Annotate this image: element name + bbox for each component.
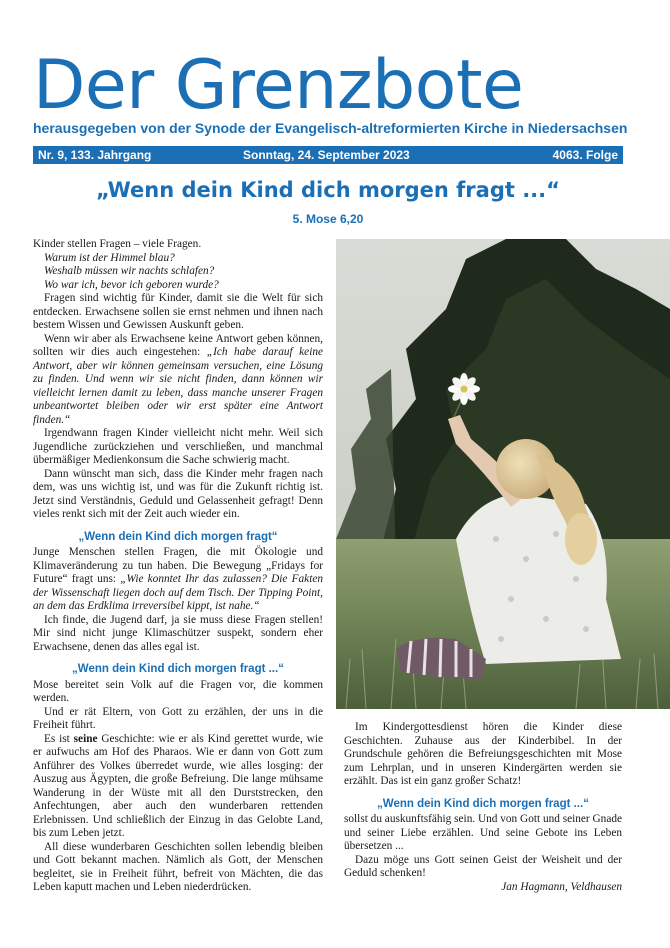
issue-bar [33, 146, 623, 164]
paragraph: Dann wünscht man sich, dass die Kinder mehr fragen nach dem, was uns wichtig ist, und was für die Zukunft richtig ist. Jetzt sind Verständnis, Geduld und Gelassenheit gefragt! Denn vieles renkt sich mit der Zeit auch wieder ein. [33, 467, 323, 520]
paragraph: Ich finde, die Jugend darf, ja sie muss diese Fragen stellen! Mir sind nicht junge Klimaschützer suspekt, sondern eher Erwachsene, denen das alles egal ist. [33, 613, 323, 653]
signature-row [344, 881, 622, 895]
question-3: Wo war ich, bevor ich geboren wurde? [44, 278, 219, 291]
quoted-answer: „Ich habe darauf keine Antwort, aber wir können gemeinsam versuchen, eine Lösung zu finden. Und wenn wir sie nicht finden, dann können wir vielleicht lernen damit zu leben, dass manche unserer Fragen unbeantwortet bleiben oder wir erst später eine Antwort finden.“ [33, 346, 323, 426]
paragraph-text: Es ist [44, 732, 74, 745]
question-2: Weshalb müssen wir nachts schlafen? [44, 265, 215, 277]
paragraph: sollst du auskunftsfähig sein. Und von Gott und seiner Gnade und seiner Liebe erzählen. Und seine Gebote ins Leben übersetzen ... [344, 813, 622, 852]
paragraph: Dazu möge uns Gott seinen Geist der Weisheit und der Geduld schenken! [344, 853, 622, 879]
paragraph-text: Geschichte: wie er als Kind gerettet wurde, wie er aufwuchs am Hof des Pharaos. Wie er dann von Gott zum Anführer des Volkes überredet wurde, wie alles losging: der Auszug aus Ägypten, die große Befreiung. Die lange mühsame Wanderung in der Wüste mit all den Durststrecken, den Anfechtungen, aber auch den wunderbaren rettenden Erlebnissen. Und schließlich der Einzug in das Gelobte Land, bis zum Leben jetzt. [33, 732, 323, 839]
bible-reference: 5. Mose 6,20 [292, 212, 364, 226]
article-photo [336, 239, 670, 709]
masthead-subtitle: herausgegeben von der Synode der Evangelisch-altreformierten Kirche in Niedersachsen [33, 120, 628, 136]
paragraph: Fragen sind wichtig für Kinder, damit sie die Welt für sich entdecken. Erwachsene sollen sie ernst nehmen und ihnen nach bestem Wissen und Gewissen Auskunft geben. [33, 292, 323, 331]
paragraph: Im Kindergottesdienst hören die Kinder diese Geschichten. Zuhause aus der Kinderbibel. In der Grundschule gehören die Befreiungsgeschichten mit Mose zum Lehrplan, und in unseren Kindergärten werden sie erzählt. Das ist ein ganz großer Schatz! [344, 721, 622, 787]
author-signature: Jan Hagmann, Veldhausen [501, 880, 622, 893]
emphasis: seine [73, 732, 98, 745]
section-heading: „Wenn dein Kind dich morgen fragt“ [78, 530, 278, 543]
intro-text: Kinder stellen Fragen – viele Fragen. [33, 238, 202, 250]
paragraph: Mose bereitet sein Volk auf die Fragen vor, die kommen werden. [33, 678, 323, 704]
paragraph [33, 333, 323, 428]
question-1: Warum ist der Himmel blau? [44, 251, 175, 264]
quoted-question: „Wie konntet Ihr das zulassen? Die Fakten der Wissenschaft liegen doch auf dem Tisch. Der Tipping Point, an dem das Erdklima irreversibel kippt, ist nahe.“ [33, 573, 323, 612]
paragraph: Und er rät Eltern, von Gott zu erzählen, der uns in die Freiheit führt. [33, 705, 323, 731]
issue-sequence: 4063. Folge [552, 148, 618, 162]
section-heading: „Wenn dein Kind dich morgen fragt ...“ [72, 663, 284, 675]
paragraph-text: Wenn wir aber als Erwachsene keine Antwort geben können, sollten wir dies auch eingestehen: [33, 332, 323, 358]
section-heading: „Wenn dein Kind dich morgen fragt ...“ [377, 797, 589, 810]
left-column [33, 238, 323, 895]
right-column [344, 721, 622, 894]
paragraph-text: Junge Menschen stellen Fragen, die mit Ökologie und Klimaveränderung zu tun haben. Die Bewegung „Fridays for Future“ fragt uns: [33, 546, 323, 585]
paragraph [33, 733, 323, 841]
article-headline: „Wenn dein Kind dich morgen fragt ...“ [96, 178, 560, 202]
paragraph: Irgendwann fragen Kinder vielleicht nicht mehr. Weil sich Jugendliche zurückziehen und verschließen, und manchmal übermäßiger Medienkonsum die Sache schwierig macht. [33, 427, 323, 466]
masthead-title: Der Grenzbote [33, 46, 524, 125]
paragraph [33, 546, 323, 614]
paragraph: All diese wunderbaren Geschichten sollen lebendig bleiben und Gott bekannt machen. Nämlich als Gott, der Menschen begleitet, sie in Freiheit führt, befreit von Mächten, die das Leben kaputt machen und Leben niederdrücken. [33, 840, 323, 893]
issue-date: Sonntag, 24. September 2023 [243, 148, 410, 162]
issue-number: Nr. 9, 133. Jahrgang [38, 148, 152, 162]
